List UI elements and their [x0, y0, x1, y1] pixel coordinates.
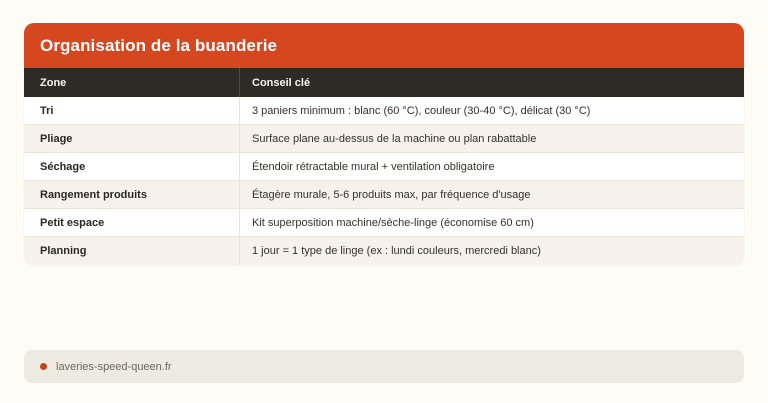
table-header-row [24, 68, 744, 97]
row-zone: Séchage [24, 153, 240, 180]
row-conseil: 3 paniers minimum : blanc (60 °C), couleur (30-40 °C), délicat (30 °C) [252, 104, 591, 117]
row-zone: Petit espace [24, 209, 240, 236]
card-title-bar [24, 23, 744, 68]
page-title: Organisation de la buanderie [40, 35, 278, 55]
source-footer [24, 350, 744, 383]
row-conseil: Surface plane au-dessus de la machine ou plan rabattable [252, 132, 537, 145]
bullet-dot-icon [40, 363, 47, 370]
laundry-table [24, 68, 744, 265]
table-row [24, 181, 744, 209]
row-zone: Tri [24, 97, 240, 124]
row-conseil: Étagère murale, 5-6 produits max, par fréquence d'usage [252, 188, 531, 201]
row-conseil: Kit superposition machine/sèche-linge (économise 60 cm) [252, 216, 534, 229]
row-zone: Planning [24, 237, 240, 265]
table-row [24, 125, 744, 153]
row-zone: Pliage [24, 125, 240, 152]
source-url: laveries-speed-queen.fr [56, 360, 172, 373]
table-row [24, 153, 744, 181]
row-zone: Rangement produits [24, 181, 240, 208]
laundry-organisation-card [24, 23, 744, 265]
table-row [24, 97, 744, 125]
table-row [24, 237, 744, 265]
column-header-conseil: Conseil clé [252, 76, 311, 89]
row-conseil: 1 jour = 1 type de linge (ex : lundi couleurs, mercredi blanc) [252, 245, 541, 257]
column-header-zone: Zone [24, 68, 240, 97]
table-row [24, 209, 744, 237]
row-conseil: Étendoir rétractable mural + ventilation obligatoire [252, 160, 495, 173]
